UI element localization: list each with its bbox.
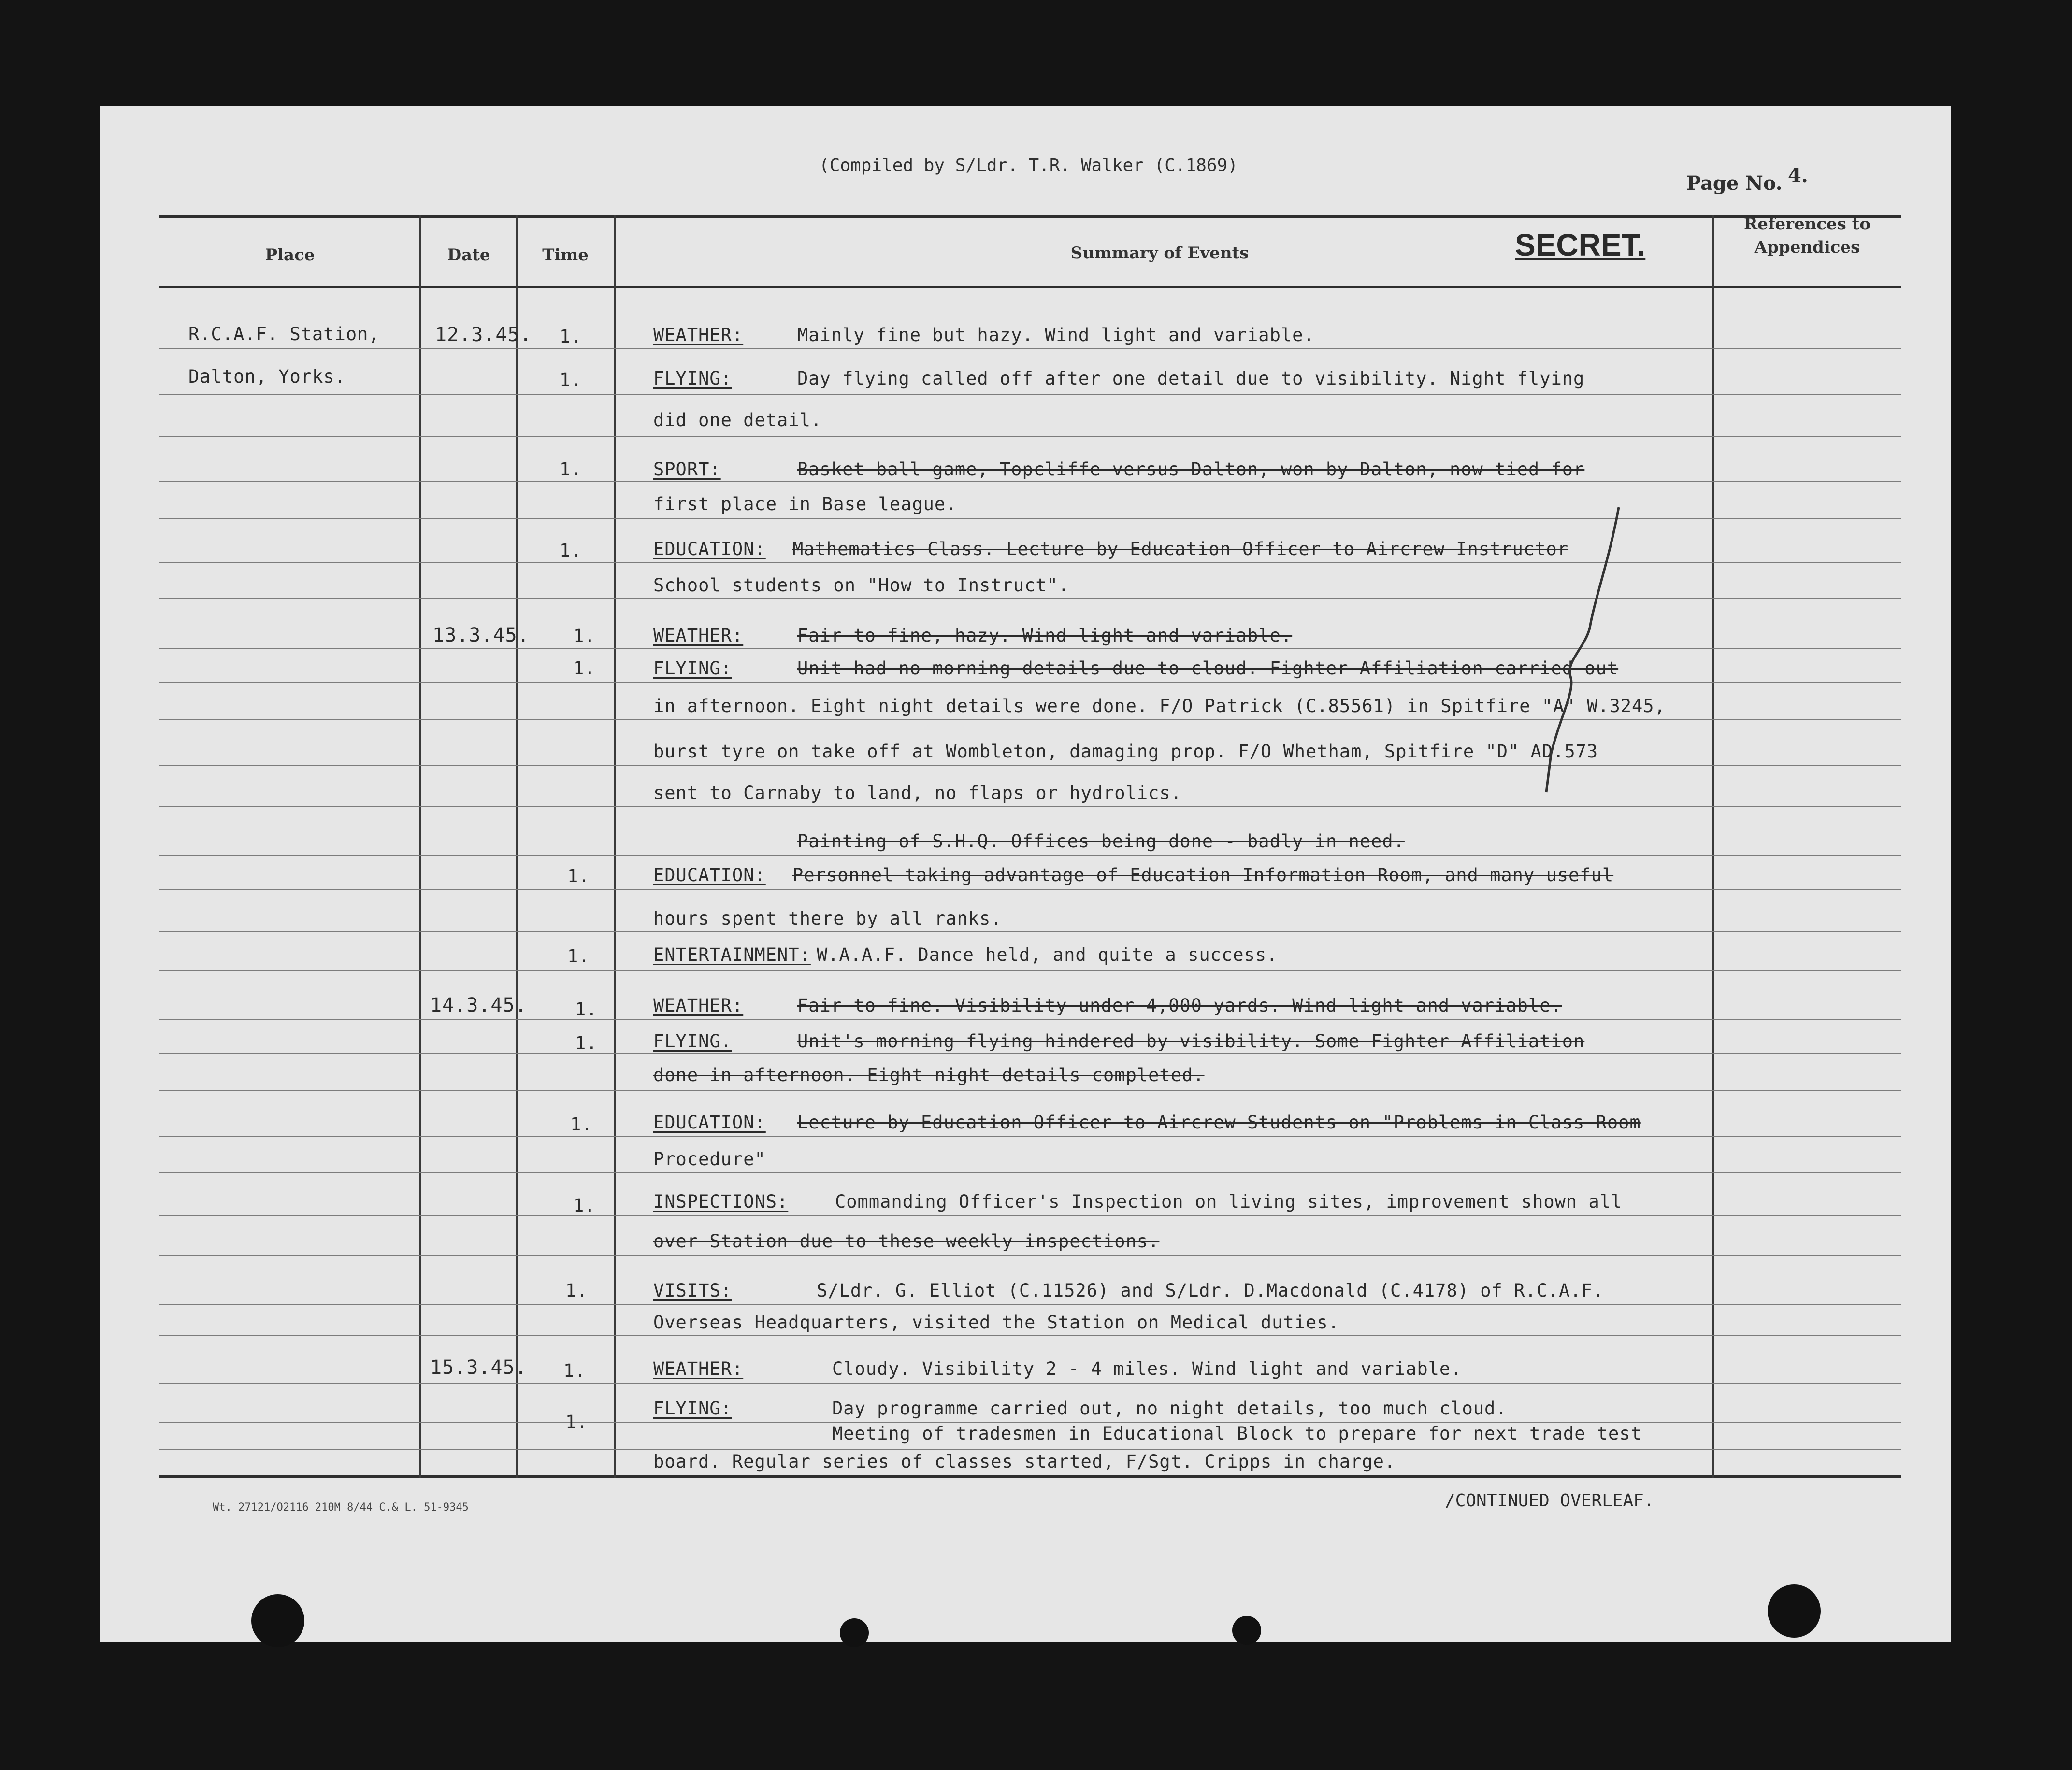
entry-text: Meeting of tradesmen in Educational Block to prepare for next trade test (832, 1423, 1642, 1444)
entry-text: hours spent there by all ranks. (653, 908, 1002, 929)
entry-text: Fair to fine. Visibility under 4,000 yards. Wind light and variable. (797, 995, 1562, 1016)
entry-text: in afternoon. Eight night details were done. F/O Patrick (C.85561) in Spitfire "A" W.3245, (653, 696, 1666, 716)
ruling-line (159, 889, 1901, 890)
entry-text: Personnel taking advantage of Education Information Room, and many useful (792, 865, 1614, 885)
time-entry: 1. (575, 999, 598, 1020)
time-entry: 1. (565, 1412, 588, 1432)
date-entry: 12.3.45. (435, 324, 532, 346)
column-header-summary: Summary of Events (1070, 243, 1249, 263)
column-header-date: Date (447, 245, 490, 265)
entry-text: School students on "How to Instruct". (653, 575, 1070, 596)
ruling-line (159, 806, 1901, 807)
secret-stamp: SECRET. (1515, 228, 1646, 262)
form-code: Wt. 27121/O2116 210M 8/44 C.& L. 51-9345 (213, 1501, 469, 1513)
binder-hole (840, 1618, 869, 1647)
ruling-line (159, 970, 1901, 971)
time-entry: 1. (563, 1360, 586, 1381)
time-entry: 1. (565, 1280, 588, 1301)
entry-text: burst tyre on take off at Wombleton, damaging prop. F/O Whetham, Spitfire "D" AD.573 (653, 741, 1598, 762)
entry-text: Mainly fine but hazy. Wind light and variable. (797, 325, 1315, 345)
time-entry: 1. (560, 459, 582, 480)
ruling-line (159, 648, 1901, 649)
place-line-1: R.C.A.F. Station, (188, 324, 380, 344)
entry-heading: EDUCATION: (653, 865, 766, 885)
time-entry: 1. (567, 946, 590, 967)
column-header-references: References to Appendices (1743, 214, 1871, 257)
column-header-time: Time (542, 245, 589, 265)
ruling-line (159, 1449, 1901, 1450)
entry-text: done in afternoon. Eight night details completed. (653, 1065, 1205, 1085)
entry-heading: WEATHER: (653, 995, 744, 1016)
entry-text: Commanding Officer's Inspection on living sites, improvement shown all (835, 1191, 1623, 1212)
entry-heading: WEATHER: (653, 625, 744, 646)
ruling-line (159, 481, 1901, 482)
time-entry: 1. (573, 1195, 596, 1216)
time-entry: 1. (567, 866, 590, 886)
entry-text: Unit had no morning details due to cloud. Fighter Affiliation carried out (797, 658, 1619, 679)
entry-text: S/Ldr. G. Elliot (C.11526) and S/Ldr. D.Macdonald (C.4178) of R.C.A.F. (817, 1280, 1604, 1301)
ruling-line (159, 765, 1901, 766)
handwritten-mark (1537, 502, 1633, 802)
ruling-line (159, 1172, 1901, 1173)
ruling-line (159, 394, 1901, 395)
column-divider-time (614, 215, 616, 1478)
entry-text: board. Regular series of classes started, F/Sgt. Cripps in charge. (653, 1451, 1396, 1472)
page-number-value: 4. (1788, 164, 1808, 187)
date-entry: 15.3.45. (430, 1356, 527, 1379)
ruling-line (159, 1053, 1901, 1054)
column-divider-date (516, 215, 518, 1478)
ruling-line (159, 1215, 1901, 1216)
place-line-2: Dalton, Yorks. (188, 366, 346, 387)
entry-text: Day flying called off after one detail due to visibility. Night flying (797, 368, 1585, 389)
time-entry: 1. (573, 658, 596, 679)
entry-text: Painting of S.H.Q. Offices being done - badly in need. (797, 831, 1405, 852)
entry-text: Mathematics Class. Lecture by Education Officer to Aircrew Instructor (792, 539, 1569, 559)
time-entry: 1. (570, 1114, 593, 1135)
entry-heading: EDUCATION: (653, 1112, 766, 1133)
time-entry: 1. (560, 326, 582, 347)
column-divider-place (419, 215, 421, 1478)
time-entry: 1. (575, 1033, 598, 1054)
column-header-place: Place (265, 245, 315, 265)
entry-heading: FLYING: (653, 368, 732, 389)
entry-text: Cloudy. Visibility 2 - 4 miles. Wind light and variable. (832, 1358, 1462, 1379)
ruling-line (159, 436, 1901, 437)
entry-text: Unit's morning flying hindered by visibility. Some Fighter Affiliation (797, 1031, 1585, 1052)
ruling-line (159, 1383, 1901, 1384)
ruling-line (159, 719, 1901, 720)
ruling-line (159, 562, 1901, 563)
entry-text: W.A.A.F. Dance held, and quite a success. (817, 944, 1278, 965)
ruling-line (159, 348, 1901, 349)
time-entry: 1. (573, 626, 596, 646)
binder-hole (251, 1594, 304, 1647)
ruling-line (159, 1136, 1901, 1137)
entry-text: did one detail. (653, 410, 822, 430)
entry-text: first place in Base league. (653, 494, 957, 514)
date-entry: 13.3.45. (432, 624, 530, 646)
binder-hole (1768, 1584, 1821, 1638)
ruling-line (159, 1255, 1901, 1256)
entry-text: Fair to fine, hazy. Wind light and variable. (797, 625, 1293, 646)
entry-text: sent to Carnaby to land, no flaps or hydrolics. (653, 783, 1182, 803)
ruling-line (159, 598, 1901, 599)
entry-heading: FLYING: (653, 658, 732, 679)
ruling-line (159, 518, 1901, 519)
ruling-line (159, 682, 1901, 683)
entry-text: Lecture by Education Officer to Aircrew Students on "Problems in Class Room (797, 1112, 1641, 1133)
ruling-line (159, 1090, 1901, 1091)
column-divider-summary (1712, 215, 1714, 1478)
entry-heading: WEATHER: (653, 325, 744, 345)
entry-heading: FLYING: (653, 1398, 732, 1419)
ruling-line (159, 1304, 1901, 1305)
entry-text: Basket ball game, Topcliffe versus Dalton, won by Dalton, now tied for (797, 459, 1585, 480)
page-number-label: Page No. (1686, 172, 1783, 195)
entry-text: Day programme carried out, no night details, too much cloud. (832, 1398, 1507, 1419)
time-entry: 1. (560, 370, 582, 390)
entry-heading: INSPECTIONS: (653, 1191, 789, 1212)
ruling-line (159, 855, 1901, 856)
date-entry: 14.3.45. (430, 994, 527, 1016)
continued-overleaf: /CONTINUED OVERLEAF. (1445, 1491, 1655, 1511)
ruling-line (159, 1335, 1901, 1336)
entry-text: Procedure" (653, 1149, 766, 1170)
entry-heading: FLYING. (653, 1031, 732, 1052)
entry-heading: VISITS: (653, 1280, 732, 1301)
ruling-line (159, 1019, 1901, 1020)
entry-heading: ENTERTAINMENT: (653, 944, 811, 965)
entry-text: over Station due to these weekly inspections. (653, 1231, 1160, 1252)
entry-heading: EDUCATION: (653, 539, 766, 559)
entry-heading: WEATHER: (653, 1358, 744, 1379)
entry-text: Overseas Headquarters, visited the Station on Medical duties. (653, 1312, 1339, 1333)
entry-heading: SPORT: (653, 459, 721, 480)
binder-hole (1232, 1616, 1261, 1645)
time-entry: 1. (560, 540, 582, 561)
ruling-line (159, 931, 1901, 932)
compiled-by-note: (Compiled by S/Ldr. T.R. Walker (C.1869) (819, 156, 1238, 175)
